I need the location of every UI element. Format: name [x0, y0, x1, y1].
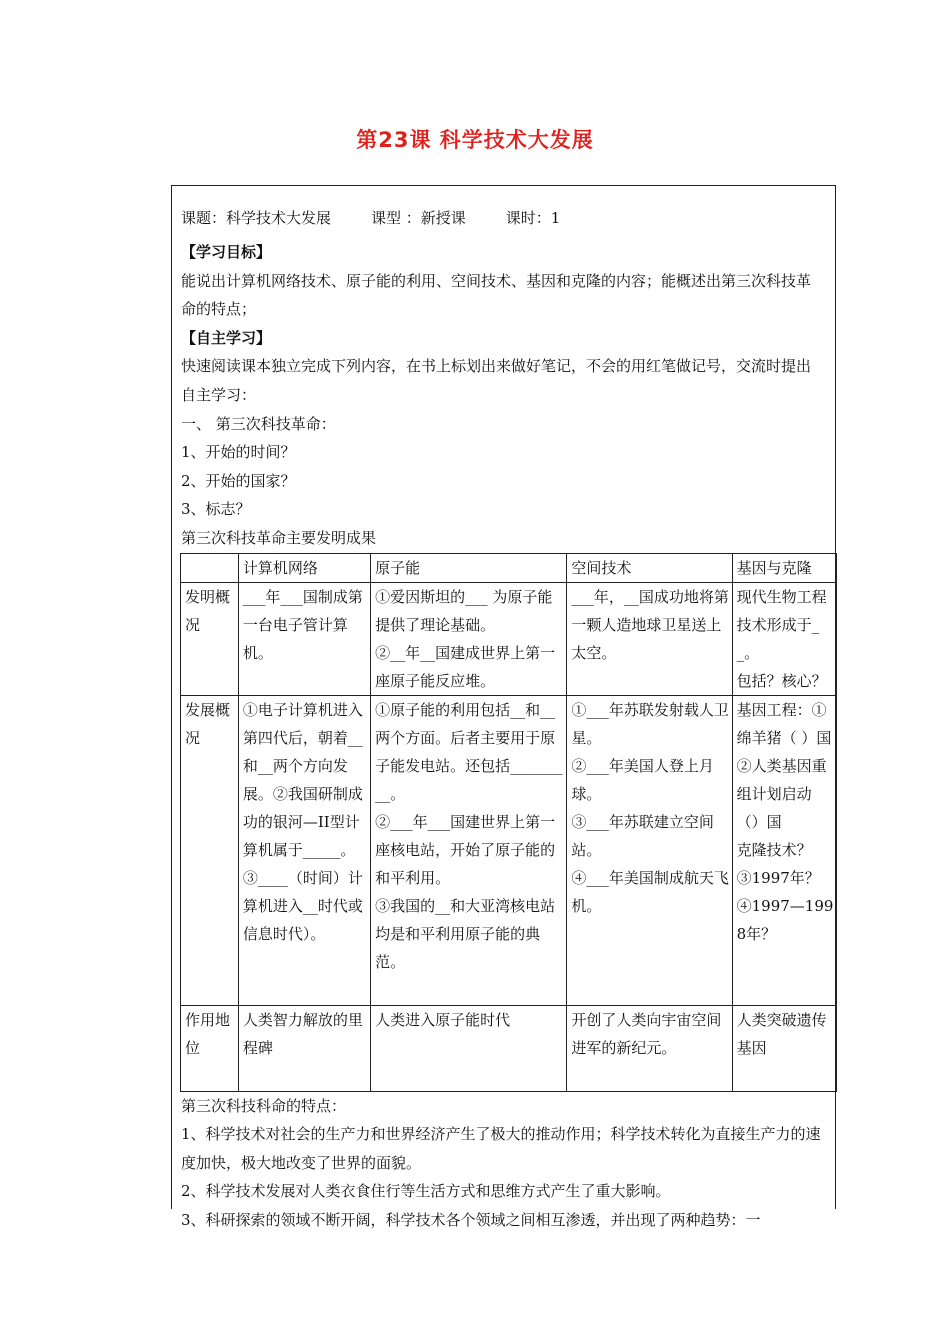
- row-label: 作用地位: [181, 1005, 239, 1091]
- question-start-time: 1、开始的时间？: [181, 443, 296, 462]
- table-cell: ①爱因斯坦的___ 为原子能提供了理论基础。 ②__年__国建成世界上第一座原子能反应堆。: [371, 582, 567, 695]
- inventions-table: [180, 553, 837, 1092]
- table-header-cell: [181, 553, 239, 582]
- row-label: 发展概况: [181, 695, 239, 1005]
- table-header-cell: 原子能: [371, 553, 567, 582]
- question-start-country: 2、开始的国家？: [181, 471, 296, 490]
- lesson-hours: 课时：1: [505, 209, 561, 227]
- feature-item: 2、科学技术发展对人类衣食住行等生活方式和思维方式产生了重大影响。: [181, 1182, 671, 1201]
- table-row: [181, 582, 837, 695]
- table-cell: ①___年苏联发射载人卫星。 ②___年美国人登上月球。 ③___年苏联建立空间站。 ④___年美国制成航天飞机。: [567, 695, 732, 1005]
- table-cell: 基因工程：①绵羊猪（ ）国②人类基因重组计划启动（）国 克隆技术？ ③1997年？ ④1997—1998年？: [732, 695, 836, 1005]
- table-cell: 人类智力解放的里程碑: [238, 1005, 370, 1091]
- goals-text: 能说出计算机网络技术、原子能的利用、空间技术、基因和克隆的内容；能概述出第三次科技革命的特点；: [181, 271, 812, 319]
- table-header-row: [181, 553, 837, 582]
- lesson-plan-frame: [171, 185, 836, 1229]
- self-study-text: 快速阅读课本独立完成下列内容，在书上标划出来做好笔记，不会的用红笔做记号，交流时提出自主学习：: [181, 357, 812, 404]
- table-cell: ①原子能的利用包括__和__两个方面。后者主要用于原子能发电站。还包括_________。 ②___年___国建世界上第一座核电站，开始了原子能的和平利用。 ③我国的__和大亚湾核电站均是和平利用原子能的典范。: [371, 695, 567, 1005]
- table-cell: 现代生物工程技术形成于__。 包括？核心？: [732, 582, 836, 695]
- feature-item: 1、科学技术对社会的生产力和世界经济产生了极大的推动作用；科学技术转化为直接生产力的速度加快，极大地改变了世界的面貌。: [181, 1125, 821, 1172]
- table-caption: 第三次科技革命主要发明成果: [181, 528, 377, 547]
- table-header-cell: 基因与克隆: [732, 553, 836, 582]
- page-title: 第23课 科学技术大发展: [356, 128, 594, 152]
- lesson-meta: [181, 198, 825, 238]
- table-header-cell: 空间技术: [567, 553, 732, 582]
- feature-item: 3、科研探索的领域不断开阔，科学技术各个领域之间相互渗透，并出现了两种趋势：一: [181, 1210, 761, 1229]
- self-study-heading: 【自主学习】: [181, 328, 272, 347]
- features-heading: 第三次科技科命的特点：: [181, 1096, 347, 1115]
- table-cell: 开创了人类向宇宙空间进军的新纪元。: [567, 1005, 732, 1091]
- row-label: 发明概况: [181, 582, 239, 695]
- table-cell: ___年___国制成第一台电子管计算机。: [238, 582, 370, 695]
- table-row: [181, 695, 837, 1005]
- table-cell: 人类突破遗传基因: [732, 1005, 836, 1091]
- table-row: [181, 1005, 837, 1091]
- table-header-cell: 计算机网络: [238, 553, 370, 582]
- lesson-topic: 课题：科学技术大发展: [181, 209, 332, 227]
- table-cell: ___年，__国成功地将第一颗人造地球卫星送上太空。: [567, 582, 732, 695]
- table-cell: ①电子计算机进入第四代后，朝着__和__两个方向发展。②我国研制成功的银河—II型计算机属于_____。 ③____（时间）计算机进入__时代或信息时代）。: [238, 695, 370, 1005]
- question-symbol: 3、标志？: [181, 500, 251, 519]
- part-one-heading: 一、 第三次科技革命：: [181, 414, 336, 433]
- goals-heading: 【学习目标】: [181, 243, 272, 261]
- table-cell: 人类进入原子能时代: [371, 1005, 567, 1091]
- lesson-type: 课型 ：新授课: [371, 209, 466, 227]
